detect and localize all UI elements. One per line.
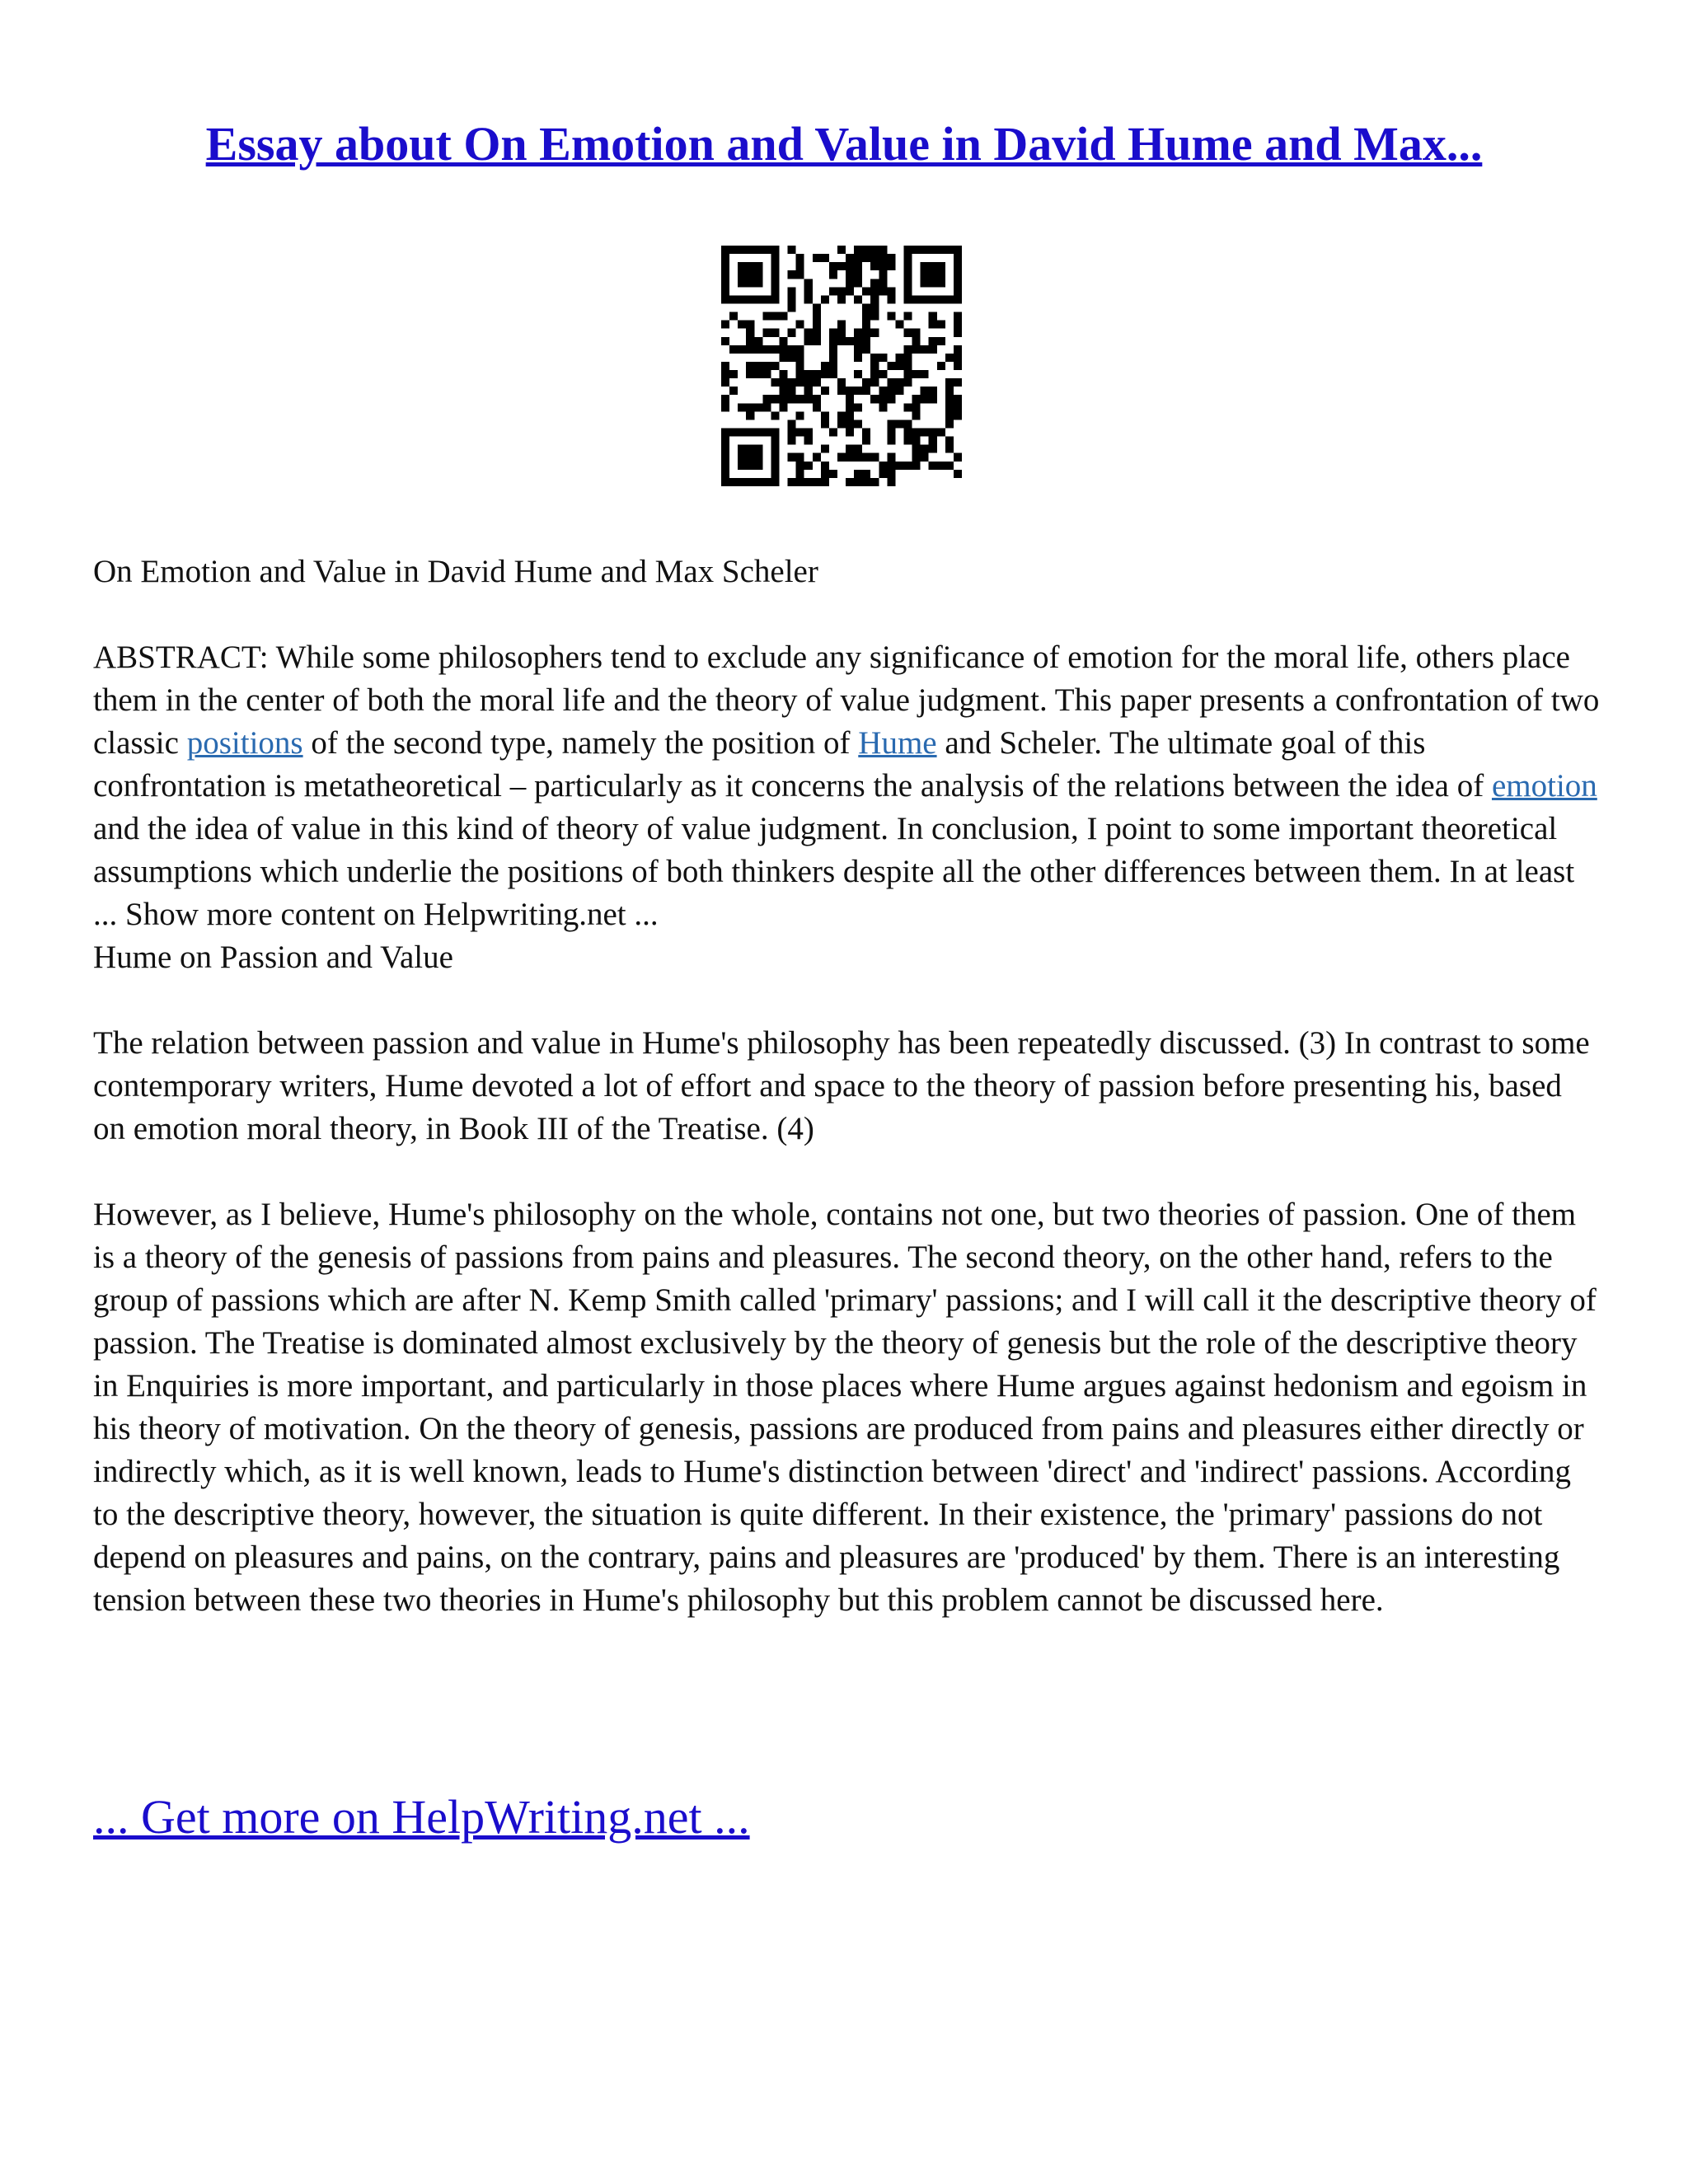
positions-link[interactable]: positions	[186, 725, 303, 761]
title-link[interactable]: Essay about On Emotion and Value in David Hume and Max...	[205, 117, 1483, 171]
paragraph-2: However, as I believe, Hume's philosophy on the whole, contains not one, but two theories of passion. One of them is a theory of the genesis of passions from pains and pleasures. The second theory, on the other hand, refers to the group of passions which are after N. Kemp Smith called 'primary' passions; and I will call it the descriptive theory of passion. The Treatise is dominated almost exclusively by the theory of genesis but the role of the descriptive theory in Enquiries is more important, and particularly in those places where Hume argues against hedonism and egoism in his theory of motivation. On the theory of genesis, passions are produced from pains and pleasures either directly or indirectly which, as it is well known, leads to Hume's distinction between 'direct' and 'indirect' passions. According to the descriptive theory, however, the situation is quite different. In their existence, the 'primary' passions do not depend on pleasures and pains, on the contrary, pains and pleasures are 'produced' by them. There is an interesting tension between these two theories in Hume's philosophy but this problem cannot be discussed here.	[93, 1197, 1597, 1618]
get-more-link[interactable]: ... Get more on HelpWriting.net ...	[93, 1790, 750, 1844]
abstract-paragraph: ABSTRACT: While some philosophers tend to exclude any significance of emotion for the moral life, others place them in the center of both the moral life and the theory of value judgment. This paper presents a confrontation of two classic positions of the second type, namely the position of Hume and Scheler. The ultimate goal of this confrontation is metatheoretical – particularly as it concerns the analysis of the relations between the idea of emotion and the idea of value in this kind of theory of value judgment. In conclusion, I point to some important theoretical assumptions which underlie the positions of both thinkers despite all the other differences between them. In at least ... Show more content on Helpwriting.net ...	[93, 640, 1600, 932]
page-title	[0, 115, 1688, 173]
article-subtitle: On Emotion and Value in David Hume and Max Scheler	[93, 554, 818, 589]
paragraph-1: The relation between passion and value in Hume's philosophy has been repeatedly discussed. (3) In contrast to some contemporary writers, Hume devoted a lot of effort and space to the theory of passion before presenting his, based on emotion moral theory, in Book III of the Treatise. (4)	[93, 1025, 1590, 1146]
emotion-link[interactable]: emotion	[1491, 768, 1597, 804]
get-more-section	[93, 1788, 750, 1846]
article-body	[93, 551, 1601, 1622]
qr-code-icon	[721, 246, 962, 486]
section-heading: Hume on Passion and Value	[93, 940, 453, 975]
hume-link[interactable]: Hume	[858, 725, 937, 761]
